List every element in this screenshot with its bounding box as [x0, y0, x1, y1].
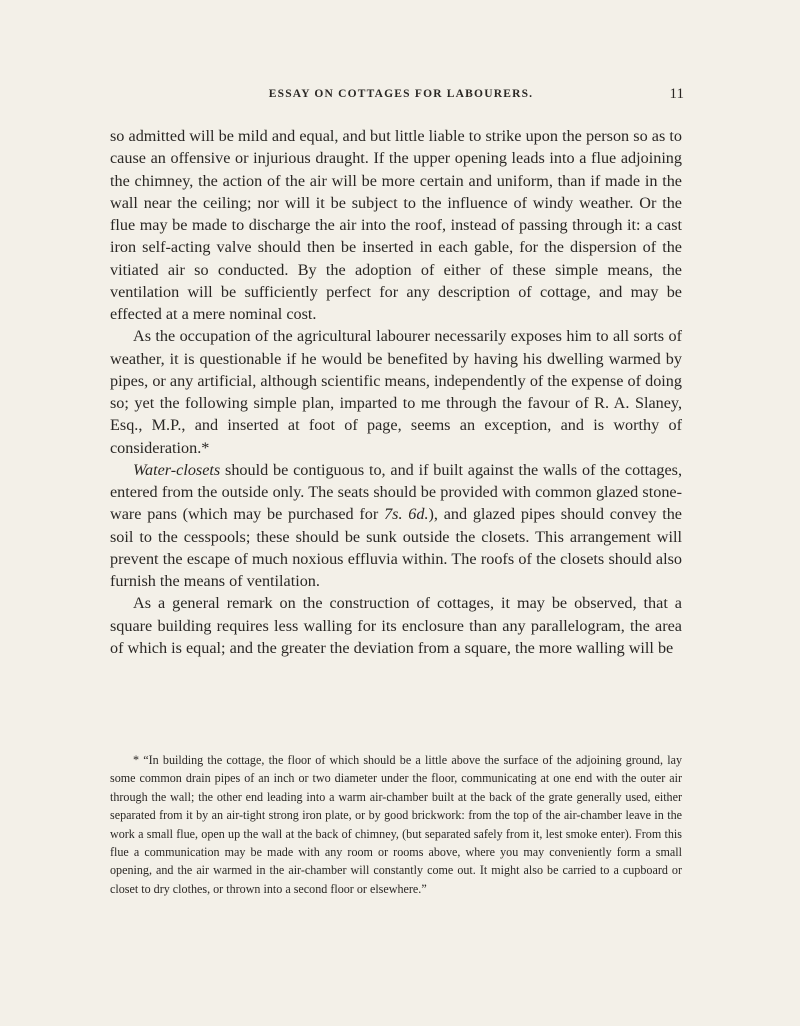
water-closets-price: 7s. 6d. [384, 505, 429, 524]
page-number: 11 [669, 86, 684, 102]
water-closets-term: Water-closets [133, 460, 221, 479]
paragraph-ventilation: so admitted will be mild and equal, and but little liable to strike upon the person so as to cause an offensive or injurious draught. If the upper opening leads into a flue adjoining the chimney, the action of the air will be more certain and uniform, than if made in the wall near the ceiling; nor will it be subject to the influence of windy weather. Or the flue may be made to discharge the air into the roof, instead of passing through it: a cast iron self-acting valve should then be inserted in each gable, for the dispersion of the vitiated air so conducted. By the adoption of either of these simple means, the ventilation will be sufficiently perfect for any description of cottage, and may be effected at a mere nominal cost. [110, 127, 682, 323]
water-closets-text-a: should be contiguous to, and if built against the walls of the cottages, entered from the outside only. The seats should be provided with common glazed stone-ware pans (which may be purchased for [110, 460, 682, 524]
footnote-text: * “In building the cottage, the floor of which should be a little above the surface of the adjoining ground, lay some common drain pipes of an inch or two diameter under the floor, communicating at one end with the outer air through the wall; the other end leading into a warm air-chamber built at the back of the grate generally used, either separated from it by an air-tight strong iron plate, or by good brickwork: from the top of the air-chamber leave in the work a small flue, open up the wall at the back of chimney, (but separated safely from it, lest smoke enter). From this flue a communication may be made with any room or rooms above, where you may conveniently form a small opening, and the air warmed in the air-chamber will constantly come out. It might also be carried to a cupboard or closet to dry clothes, or thrown into a second floor or elsewhere.” [110, 753, 682, 896]
paragraph-water-closets [110, 459, 682, 593]
footnote [110, 751, 682, 898]
running-title: ESSAY ON COTTAGES FOR LABOURERS. [268, 88, 534, 100]
paragraph-square-building: As a general remark on the construction of cottages, it may be observed, that a square building requires less walling for its enclosure than any parallelogram, the area of which is equal; and the greater the deviation from a square, the more walling will be [110, 594, 682, 657]
running-head [118, 86, 684, 106]
paragraph-warming: As the occupation of the agricultural labourer necessarily exposes him to all sorts of weather, it is questionable if he would be benefited by having his dwelling warmed by pipes, or any artificial, although scientific means, independently of the expense of doing so; yet the following simple plan, imparted to me through the favour of R. A. Slaney, Esq., M.P., and inserted at foot of page, seems an exception, and is worthy of consideration.* [110, 327, 682, 457]
water-closets-text-b: ), and glazed pipes should convey the soil to the cesspools; these should be sunk outside the closets. This arrangement will prevent the escape of much noxious effluvia within. The roofs of the closets should also furnish the means of ventilation. [110, 505, 682, 590]
body-text [110, 125, 682, 659]
